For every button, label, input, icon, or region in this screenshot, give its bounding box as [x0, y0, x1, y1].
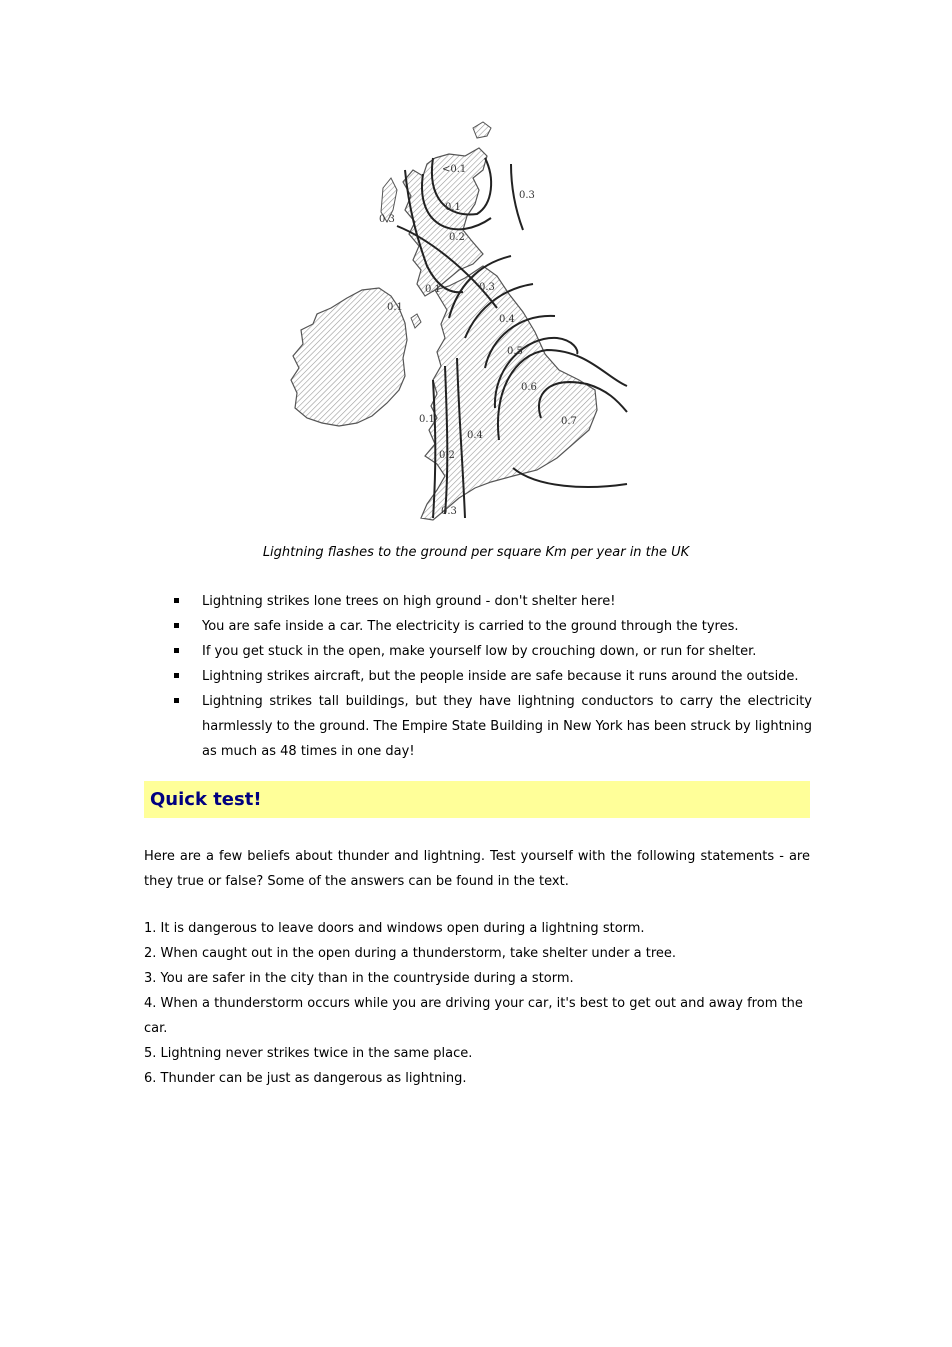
list-item — [172, 664, 812, 689]
contour-label: 0.4 — [467, 430, 483, 441]
contour-label: 0.1 — [387, 302, 403, 313]
map-caption: Lightning flashes to the ground per square Km per year in the UK — [262, 545, 690, 560]
list-item-text: Lightning strikes tall buildings, but they have lightning conductors to carry the electricity harmlessly to the ground. The Empire State Building in New York has been struck by lightning as much as 48 times in one day! — [202, 694, 813, 759]
contour-label: 0.1 — [425, 284, 441, 295]
list-item-text: Lightning strikes lone trees on high ground - don't shelter here! — [202, 594, 616, 609]
contour-label: 0.5 — [507, 346, 523, 357]
question-item: 1. It is dangerous to leave doors and windows open during a lightning storm. — [144, 921, 645, 936]
bullet-square-icon — [174, 698, 179, 703]
quick-test-heading: Quick test! — [150, 789, 262, 810]
uk-lightning-density-map-icon — [287, 118, 632, 536]
question-item: 2. When caught out in the open during a thunderstorm, take shelter under a tree. — [144, 946, 677, 961]
list-item — [172, 589, 812, 614]
list-item — [172, 639, 812, 664]
list-item-text: Lightning strikes aircraft, but the people inside are safe because it runs around the outside. — [202, 669, 799, 684]
list-item — [172, 614, 812, 639]
bullet-square-icon — [174, 598, 179, 603]
northern-isles — [473, 122, 491, 138]
contour-label: 0.1 — [419, 414, 435, 425]
contour-label: 0.3 — [441, 506, 457, 517]
contour-label: 0.4 — [499, 314, 515, 325]
contour-label: 0.3 — [479, 282, 495, 293]
safety-bullet-list — [172, 589, 812, 764]
question-item: 6. Thunder can be just as dangerous as lightning. — [144, 1071, 467, 1086]
contour-label: 0.6 — [521, 382, 537, 393]
bullet-square-icon — [174, 673, 179, 678]
isle-of-man — [411, 314, 421, 328]
contour-label: 0.2 — [449, 232, 465, 243]
list-item-text: You are safe inside a car. The electricity is carried to the ground through the tyres. — [202, 619, 739, 634]
question-item: 4. When a thunderstorm occurs while you are driving your car, it's best to get out and away from the car. — [144, 996, 803, 1036]
contour-label: 0.1 — [445, 202, 461, 213]
contour-label: 0.2 — [439, 450, 455, 461]
question-item: 5. Lightning never strikes twice in the same place. — [144, 1046, 473, 1061]
question-item: 3. You are safer in the city than in the countryside during a storm. — [144, 971, 574, 986]
bullet-square-icon — [174, 623, 179, 628]
uk-lightning-map — [287, 118, 632, 536]
quick-test-questions — [144, 916, 824, 1091]
list-item-text: If you get stuck in the open, make yourself low by crouching down, or run for shelter. — [202, 644, 757, 659]
contour-label: 0.3 — [379, 214, 395, 225]
quick-test-intro: Here are a few beliefs about thunder and lightning. Test yourself with the following statements - are they true or false? Some of the answers can be found in the text. — [144, 849, 810, 889]
contour-label: 0.7 — [561, 416, 577, 427]
contour-label: <0.1 — [442, 164, 467, 175]
quick-test-banner — [144, 781, 810, 818]
list-item — [172, 689, 812, 764]
contour-label: 0.3 — [519, 190, 535, 201]
bullet-square-icon — [174, 648, 179, 653]
